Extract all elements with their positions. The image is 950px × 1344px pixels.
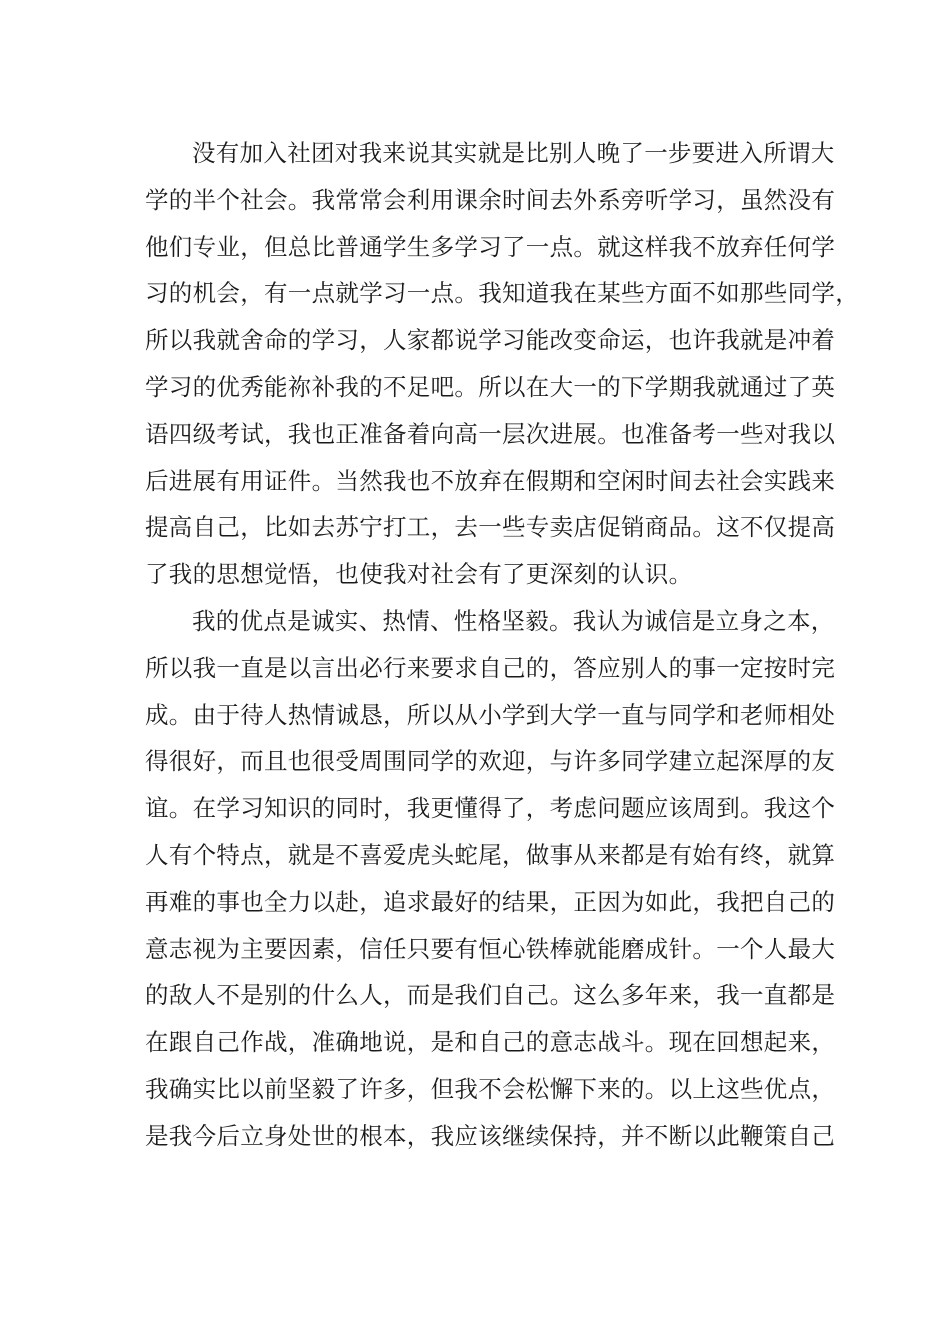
text-line: 习的机会，有一点就学习一点。我知道我在某些方面不如那些同学， [145,279,859,308]
text-line: 学的半个社会。我常常会利用课余时间去外系旁听学习，虽然没有 [145,185,836,214]
text-line: 人有个特点，就是不喜爱虎头蛇尾，做事从来都是有始有终，就算 [145,840,836,869]
paragraph-2 [145,598,836,1160]
text-line: 是我今后立身处世的根本，我应该继续保持，并不断以此鞭策自己 [145,1121,836,1150]
text-line: 我确实比以前坚毅了许多，但我不会松懈下来的。以上这些优点， [145,1074,836,1103]
text-line: 所以我就舍命的学习，人家都说学习能改变命运，也许我就是冲着 [145,326,836,355]
text-line: 他们专业，但总比普通学生多学习了一点。就这样我不放弃任何学 [145,232,836,261]
text-line: 语四级考试，我也正准备着向高一层次进展。也准备考一些对我以 [145,419,836,448]
text-line: 谊。在学习知识的同时，我更懂得了，考虑问题应该周到。我这个 [145,794,836,823]
text-line: 的敌人不是别的什么人，而是我们自己。这么多年来，我一直都是 [145,981,836,1010]
text-line: 没有加入社团对我来说其实就是比别人晚了一步要进入所谓大 [192,139,835,167]
text-line: 所以我一直是以言出必行来要求自己的，答应别人的事一定按时完 [145,653,836,682]
text-line: 成。由于待人热情诚恳，所以从小学到大学一直与同学和老师相处 [145,700,836,729]
text-line: 提高自己，比如去苏宁打工，去一些专卖店促销商品。这不仅提高 [145,513,836,542]
text-line: 学习的优秀能祢补我的不足吧。所以在大一的下学期我就通过了英 [145,372,836,401]
text-line: 意志视为主要因素，信任只要有恒心铁棒就能磨成针。一个人最大 [145,934,836,963]
text-line: 再难的事也全力以赴，追求最好的结果，正因为如此，我把自己的 [145,887,836,916]
paragraph-1 [145,130,859,598]
text-line: 得很好，而且也很受周围同学的欢迎，与许多同学建立起深厚的友 [145,747,836,776]
text-line: 后进展有用证件。当然我也不放弃在假期和空闲时间去社会实践来 [145,466,836,495]
text-line: 我的优点是诚实、热情、性格坚毅。我认为诚信是立身之本， [192,606,835,635]
text-line: 在跟自己作战，准确地说，是和自己的意志战斗。现在回想起来， [145,1028,836,1057]
text-line: 了我的思想觉悟，也使我对社会有了更深刻的认识。 [145,560,693,589]
document-body [145,130,859,1160]
